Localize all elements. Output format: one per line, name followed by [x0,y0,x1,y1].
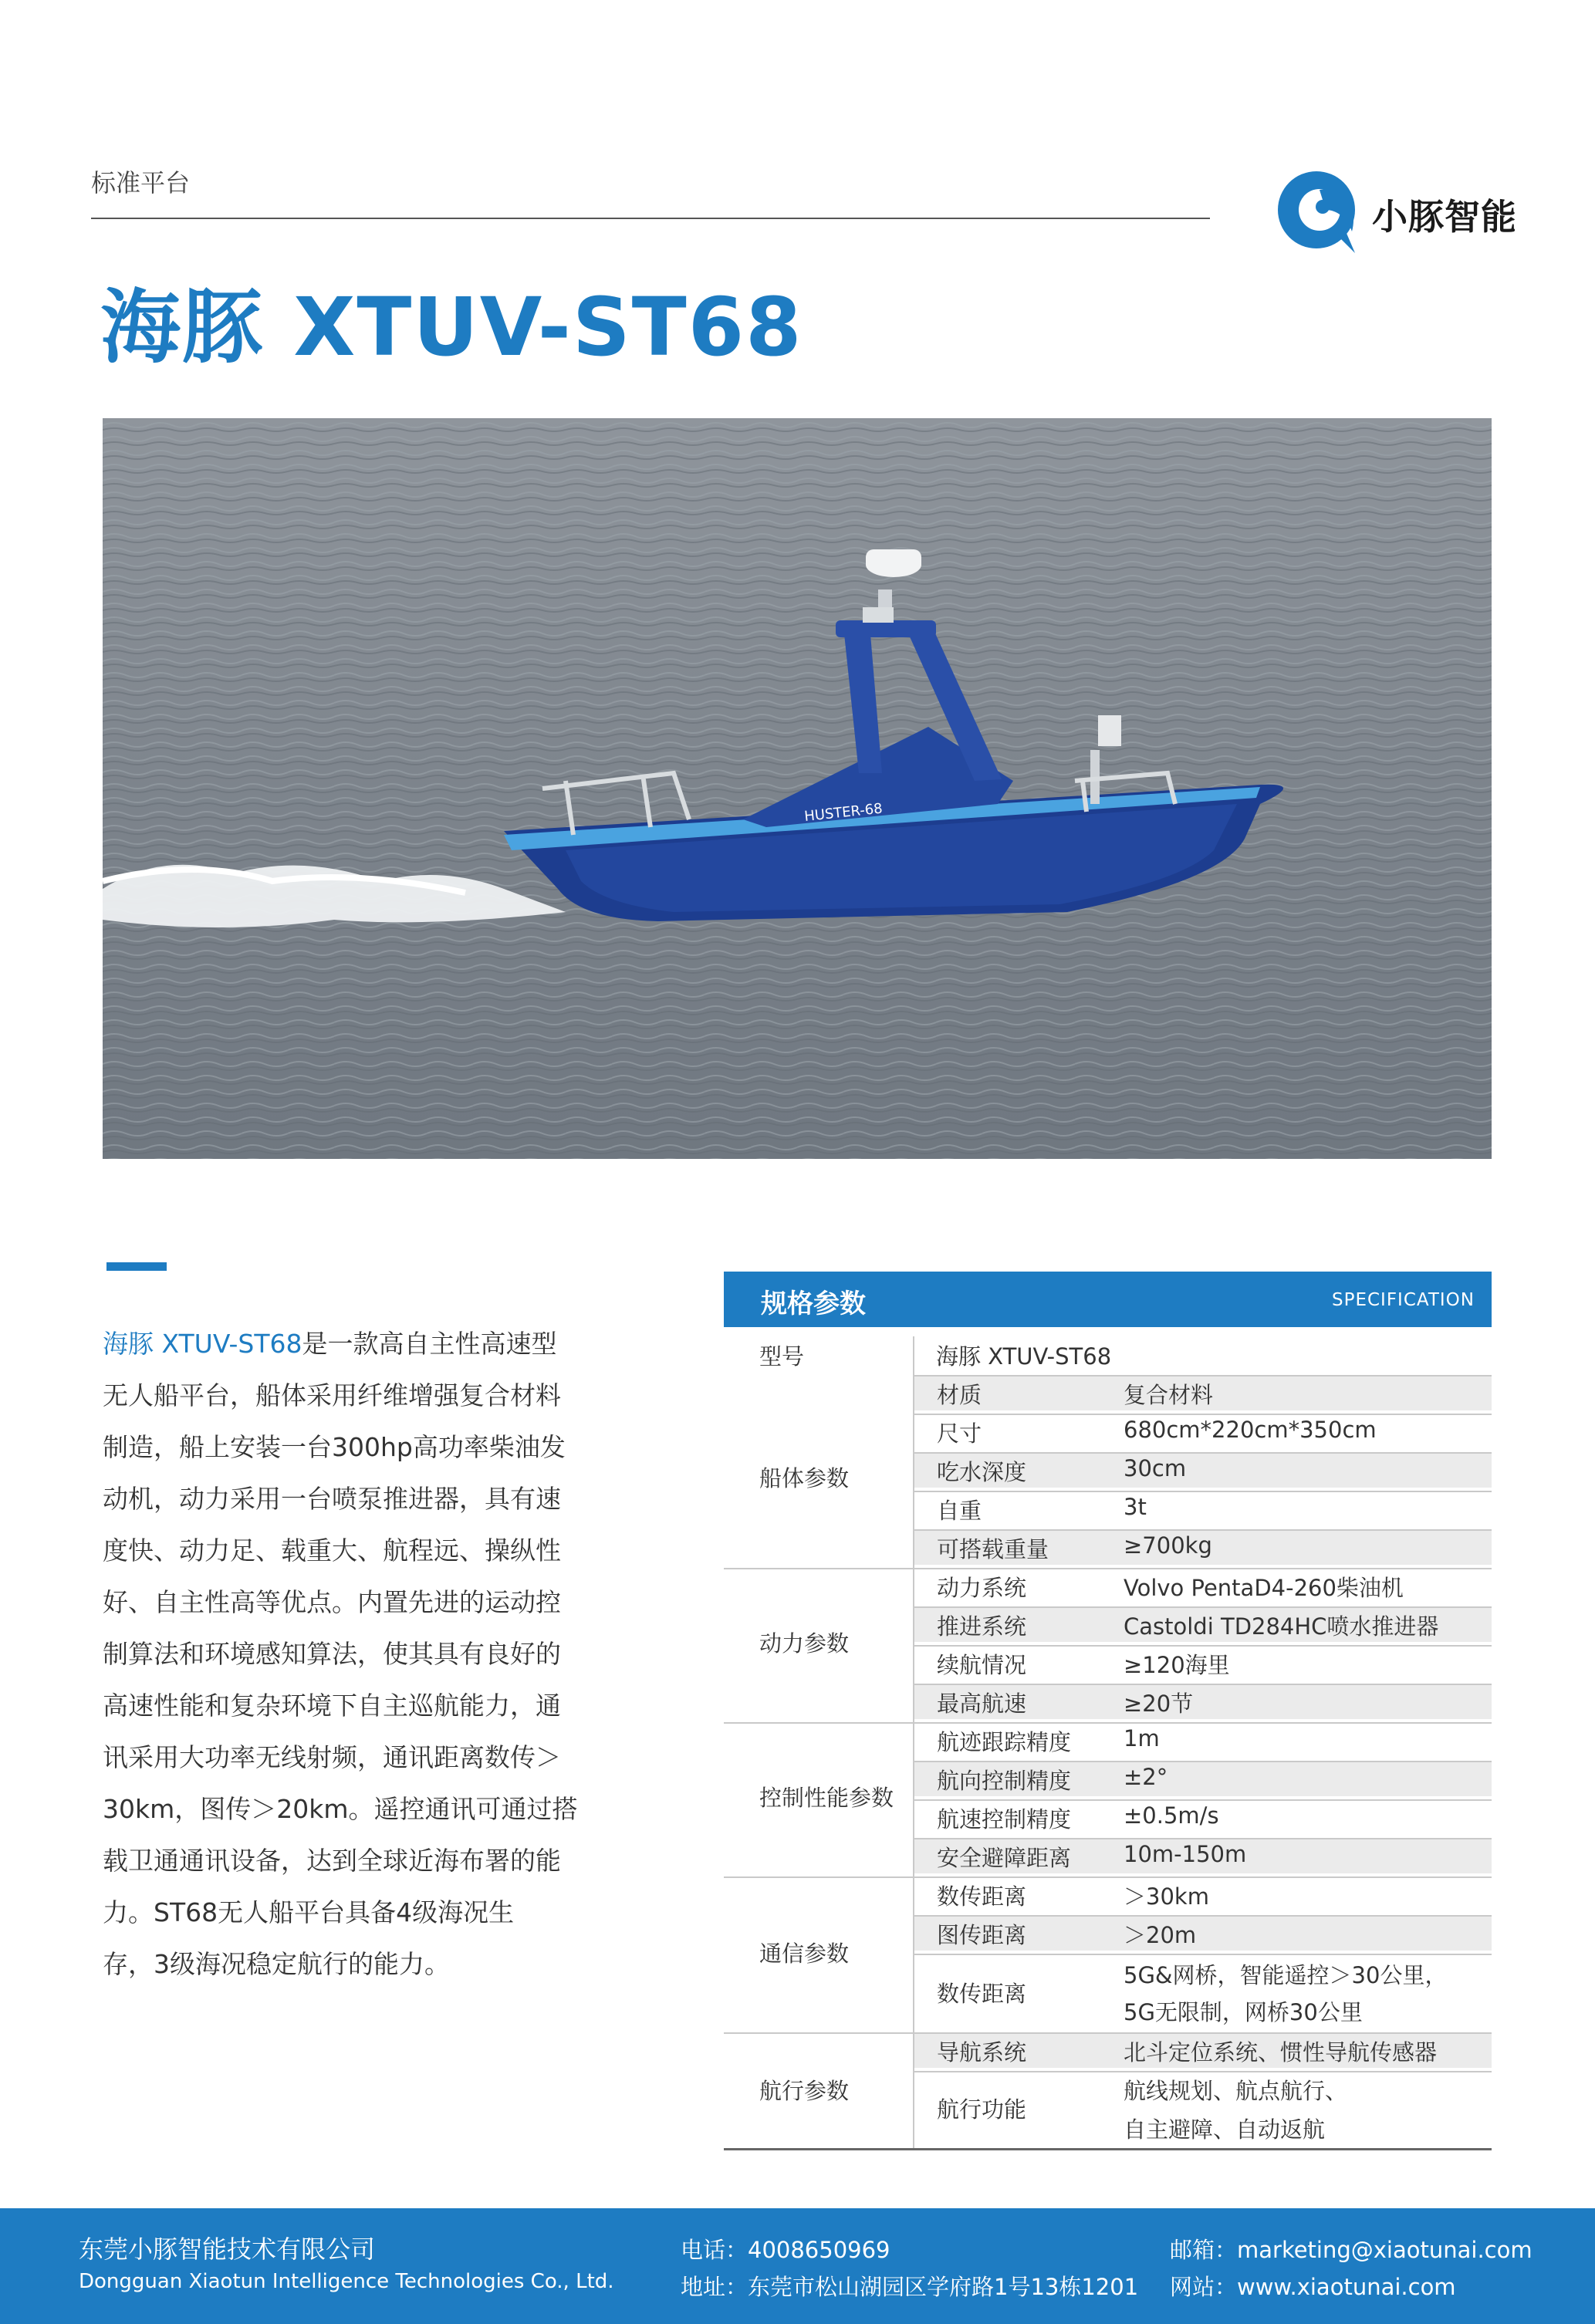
column-divider [913,1336,914,2148]
spec-value: ＞20m [1124,1922,1197,1948]
hull-label: HUSTER-68 [803,800,884,825]
boat-illustration [103,418,1492,1159]
spec-value: ±2° [1124,1764,1168,1790]
spec-group-power: 动力参数 [759,1630,850,1657]
description-line-1: 海豚 XTUV-ST68是一款高自主性高速型 [103,1329,557,1359]
spec-label: 航迹跟踪精度 [937,1729,1072,1755]
footer-address: 地址：东莞市松山湖园区学府路1号13栋1201 [681,2274,1139,2300]
description-line: 动机，动力采用一台喷泵推进器，具有速 [103,1484,561,1514]
header-divider [91,218,1210,219]
table-bottom-rule [724,2148,1492,2150]
description-highlight: 海豚 XTUV-ST68 [103,1329,302,1359]
spec-value: 航线规划、航点航行、 [1124,2078,1348,2104]
spec-table [724,1329,1492,2150]
spec-group-hull: 船体参数 [759,1465,850,1491]
spec-label: 航向控制精度 [937,1768,1072,1794]
brand-name: 小豚智能 [1372,196,1517,238]
spec-label: 图传距离 [937,1922,1027,1948]
spec-model-label: 型号 [759,1343,805,1370]
spec-value: ＞30km [1124,1883,1209,1910]
spec-label: 数传距离 [937,1981,1027,2007]
description-line: 无人船平台，船体采用纤维增强复合材料 [103,1380,561,1410]
dolphin-logo-icon [1272,162,1364,262]
description-line: 30km，图传＞20km。遥控通讯可通过搭 [103,1794,578,1824]
spec-group-control: 控制性能参数 [759,1785,894,1811]
company-name-en: Dongguan Xiaotun Intelligence Technologies Co., Ltd. [79,2270,614,2293]
page-title: 海豚 XTUV-ST68 [100,280,803,374]
company-name-cn: 东莞小豚智能技术有限公司 [79,2234,376,2264]
description-line: 好、自主性高等优点。内置先进的运动控 [103,1587,561,1617]
description-line: 讯采用大功率无线射频，通讯距离数传＞ [103,1742,561,1772]
footer [0,2208,1595,2324]
spec-value: 复合材料 [1124,1382,1214,1408]
spec-value: 3t [1124,1494,1147,1520]
description-line: 存，3级海况稳定航行的能力。 [103,1949,450,1979]
spec-title: 规格参数 [761,1289,866,1319]
boat-photo [103,418,1492,1159]
spec-label: 数传距离 [937,1883,1027,1910]
section-label: 标准平台 [91,168,191,198]
spec-label: 导航系统 [937,2039,1027,2066]
product-description [103,1318,604,1990]
spec-value-cont: 5G无限制，网桥30公里 [1124,1999,1363,2025]
spec-value: 北斗定位系统、惯性导航传感器 [1124,2039,1438,2066]
spec-label: 材质 [937,1382,982,1408]
description-line: 高速性能和复杂环境下自主巡航能力，通 [103,1691,561,1721]
accent-bar [106,1262,167,1271]
spec-value: 5G&网桥，智能遥控＞30公里， [1124,1962,1448,1988]
spec-label: 尺寸 [937,1420,982,1447]
description-line: 制算法和环境感知算法，使其具有良好的 [103,1639,561,1669]
spec-value-cont: 自主避障、自动返航 [1124,2116,1326,2143]
spec-model-value: 海豚 XTUV-ST68 [936,1343,1112,1370]
spec-label: 自重 [937,1498,982,1524]
spec-value: 30cm [1124,1455,1187,1481]
spec-group-nav: 航行参数 [759,2078,850,2104]
spec-label: 航速控制精度 [937,1806,1072,1833]
spec-value: Volvo PentaD4-260柴油机 [1124,1575,1404,1601]
spec-value: ≥20节 [1124,1691,1194,1717]
spec-label: 航行功能 [937,2096,1027,2123]
footer-phone: 电话：4008650969 [681,2237,890,2263]
footer-email[interactable]: 邮箱：marketing@xiaotunai.com [1170,2237,1532,2263]
spec-label: 可搭载重量 [937,1536,1049,1562]
description-line: 制造，船上安装一台300hp高功率柴油发 [103,1432,566,1462]
spec-label: 安全避障距离 [937,1845,1072,1871]
spec-label: 推进系统 [937,1613,1027,1640]
spec-label: 最高航速 [937,1691,1027,1717]
footer-website[interactable]: 网站：www.xiaotunai.com [1170,2274,1456,2300]
spec-value: ±0.5m/s [1124,1802,1219,1829]
spec-value: ≥700kg [1124,1532,1212,1559]
spec-value: 10m-150m [1124,1841,1247,1867]
spec-title-en: SPECIFICATION [1331,1290,1475,1310]
spec-label: 动力系统 [937,1575,1027,1601]
spec-label: 续航情况 [937,1652,1027,1678]
spec-group-comm: 通信参数 [759,1941,850,1967]
spec-value: ≥120海里 [1124,1652,1230,1678]
description-line: 度快、动力足、载重大、航程远、操纵性 [103,1535,561,1566]
spec-table-header [724,1272,1492,1327]
spec-label: 吃水深度 [937,1459,1027,1485]
description-line: 载卫通通讯设备，达到全球近海布署的能 [103,1846,561,1876]
spec-value: 680cm*220cm*350cm [1124,1417,1377,1443]
spec-value: 1m [1124,1725,1160,1751]
description-line: 力。ST68无人船平台具备4级海况生 [103,1897,515,1927]
spec-value: Castoldi TD284HC喷水推进器 [1124,1613,1439,1640]
